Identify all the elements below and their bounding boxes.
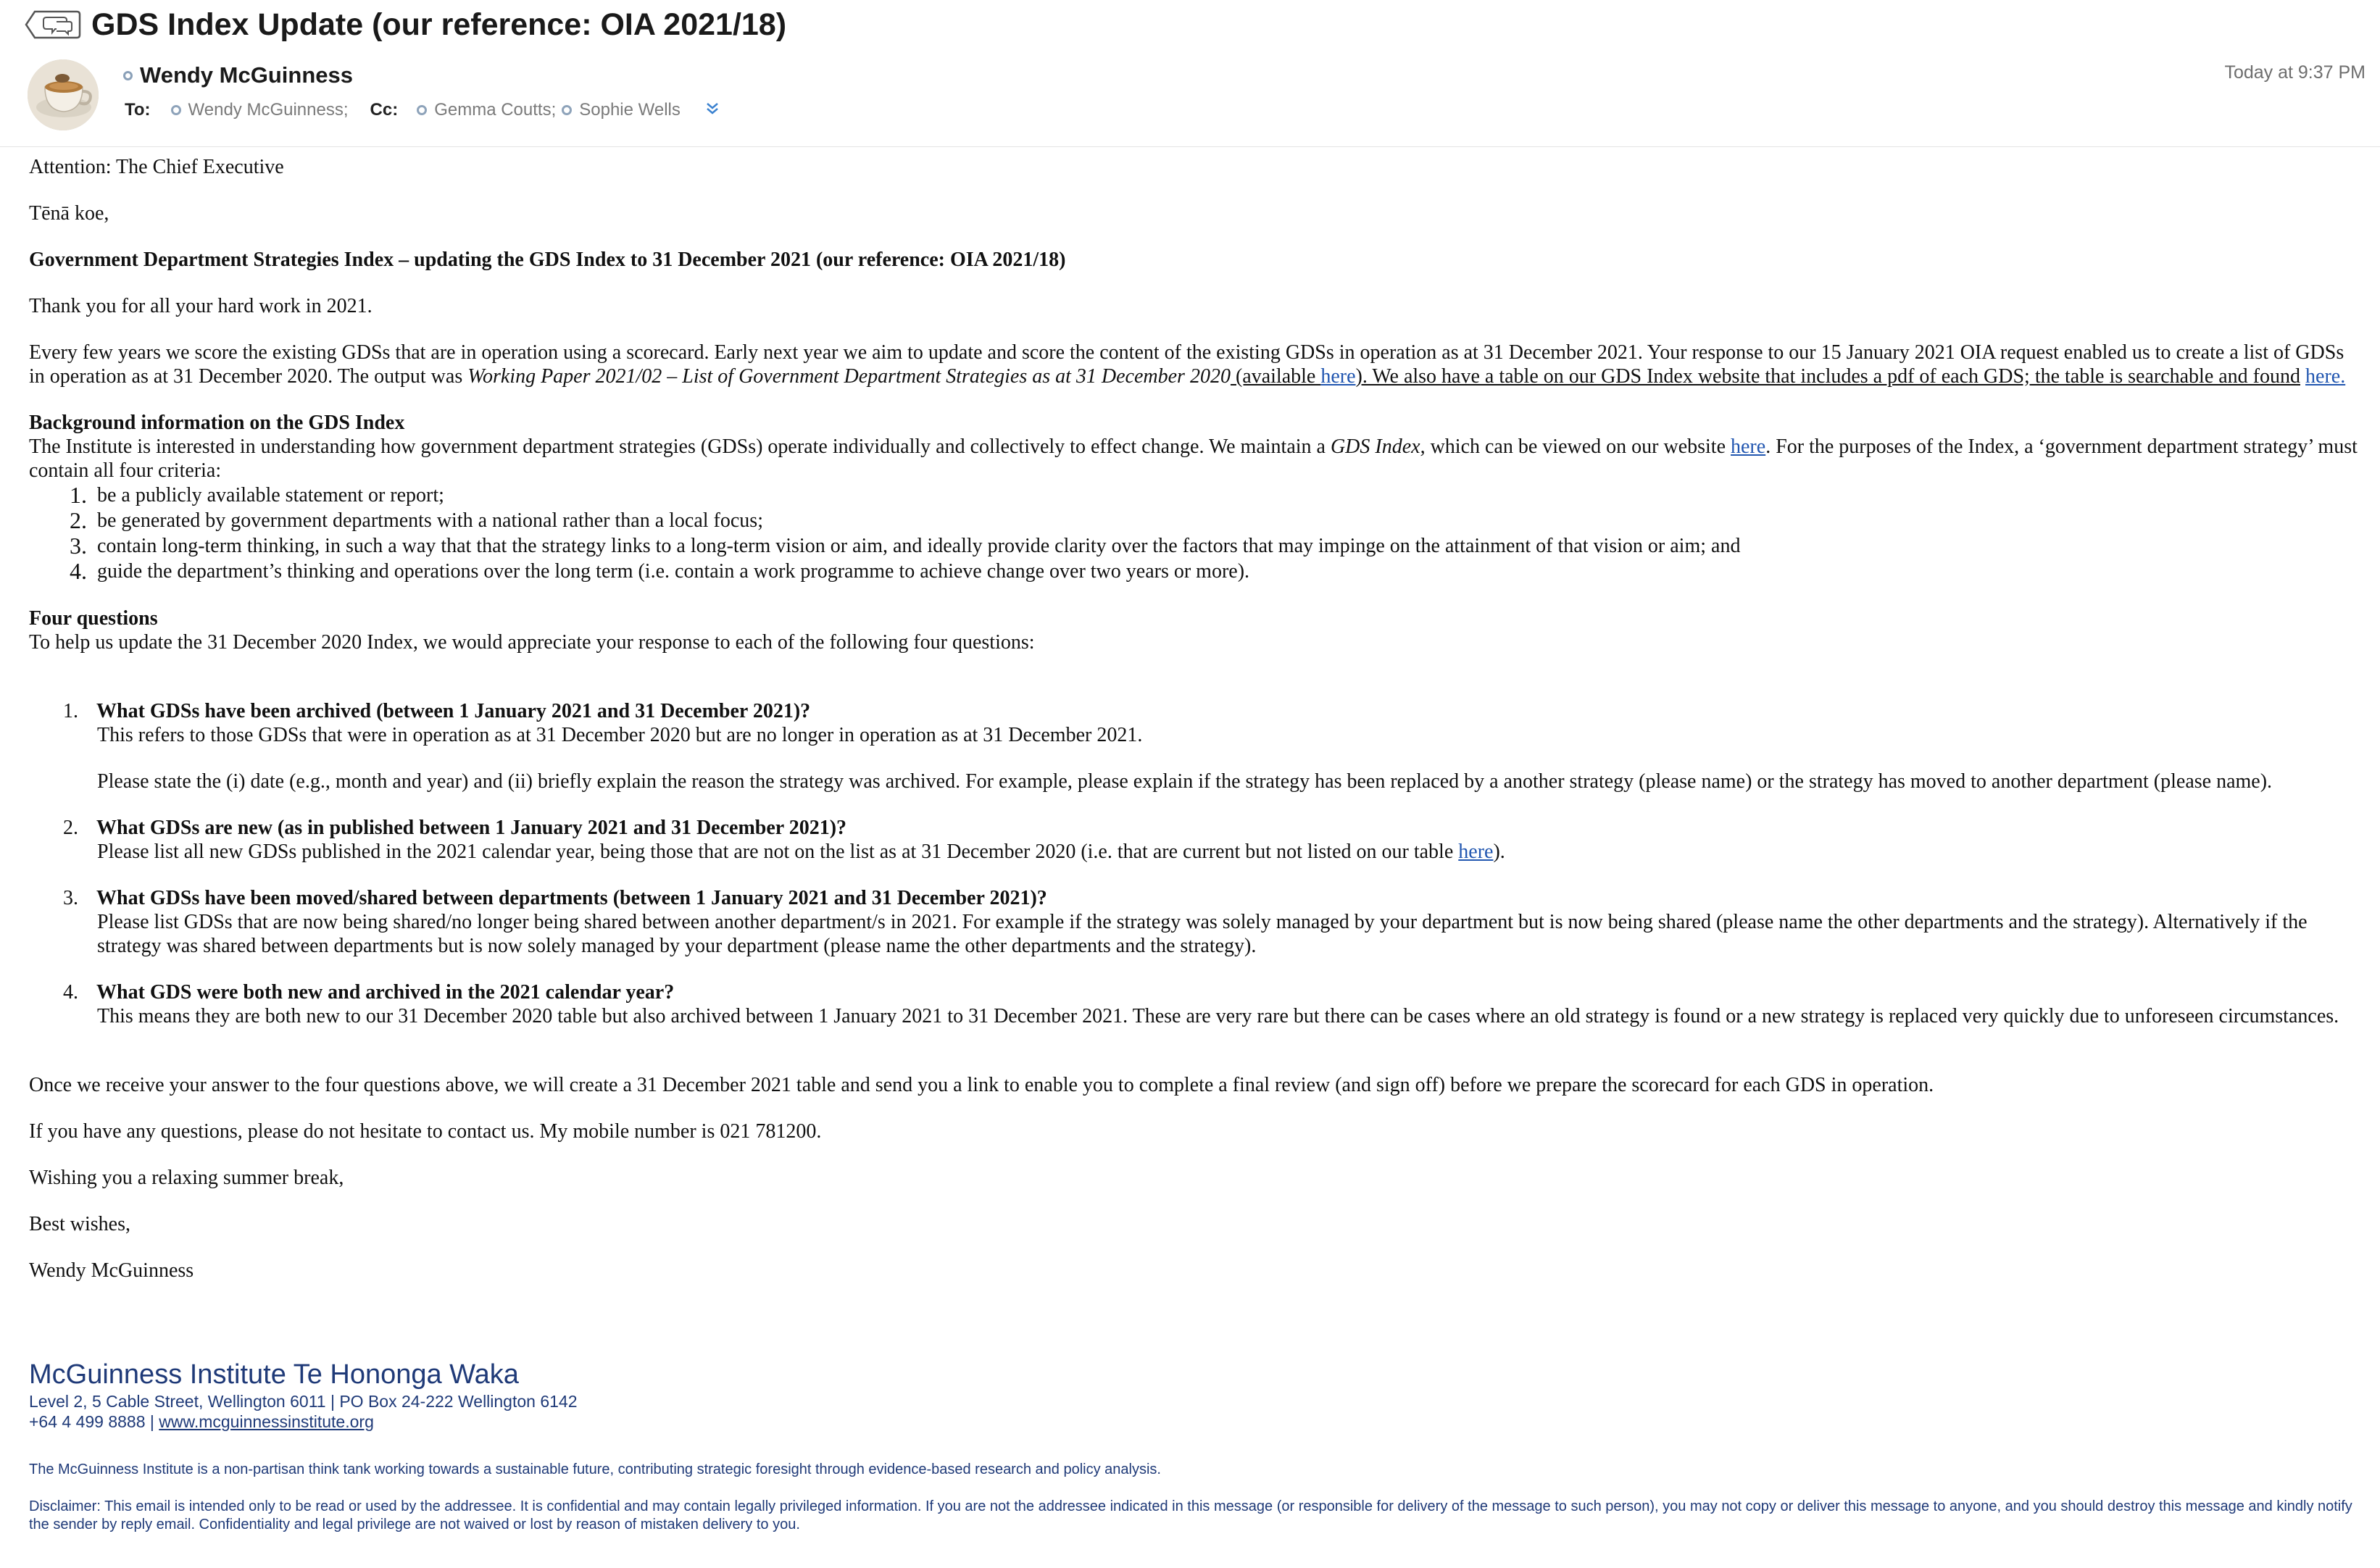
recipients-row xyxy=(125,100,720,120)
website-link[interactable]: www.mcguinnessinstitute.org xyxy=(159,1412,374,1431)
thanks-line: Thank you for all your hard work in 2021. xyxy=(29,295,373,317)
gds-table-link[interactable]: here xyxy=(1458,841,1494,863)
recipient-cc[interactable] xyxy=(417,100,556,120)
recipient-name: Gemma Coutts; xyxy=(434,100,557,120)
sender-name[interactable]: Wendy McGuinness xyxy=(140,62,353,88)
presence-icon xyxy=(171,105,181,115)
criteria-list xyxy=(29,483,2363,584)
org-address: Level 2, 5 Cable Street, Wellington 6011 | PO Box 24-222 Wellington 6142 xyxy=(29,1392,578,1411)
question-1: 1. What GDSs have been archived (between 1 January 2021 and 31 December 2021)? This refers to those GDSs that were in operation as at 31 December 2020 but are no longer in operation as at 31 December 2021. Please state the (i) date (e.g., month and year) and (ii) briefly explain the reason the strategy was archived. For example, please explain if the strategy has been replaced by a another strategy (please name) or the strategy has moved to another department (please name). xyxy=(63,700,2273,793)
email-subject: GDS Index Update (our reference: OIA 2021/18) xyxy=(91,7,787,42)
timestamp: Today at 9:37 PM xyxy=(2224,62,2366,83)
recipient-name: Sophie Wells xyxy=(579,100,681,120)
email-body xyxy=(29,155,2363,1283)
sign-off: Best wishes, xyxy=(29,1213,130,1235)
question-4: 4. What GDS were both new and archived in the 2021 calendar year? This means they are both new to our 31 December 2020 table but also archived between 1 January 2021 to 31 December 2021. These are very rare but there can be cases where an old strategy is found or a new strategy is replaced very quickly due to unforeseen circumstances. xyxy=(63,981,2339,1027)
background-paragraph: The Institute is interested in understanding how government department strategies (GDSs) operate individually and collectively to effect change. We maintain a GDS Index, which can be viewed on our website here. For the purposes of the Index, a ‘government department strategy’ must contain all four criteria: xyxy=(29,435,2358,482)
question-3: 3. What GDSs have been moved/shared between departments (between 1 January 2021 and 31 December 2021)? Please list GDSs that are now being shared/no longer being shared between another department/s in 2021. For example if the strategy was solely managed by your department but is now being shared (please name the other departments and the strategy). Alternatively if the strategy was shared between departments but is now solely managed by your department (please name the other departments and the strategy). xyxy=(63,887,2308,957)
presence-icon xyxy=(562,105,572,115)
cc-label: Cc: xyxy=(370,100,399,120)
wishes-line: Wishing you a relaxing summer break, xyxy=(29,1167,344,1189)
attention-line: Attention: The Chief Executive xyxy=(29,156,284,178)
signer-name: Wendy McGuinness xyxy=(29,1259,194,1282)
teacup-avatar xyxy=(28,59,99,130)
presence-icon xyxy=(123,71,133,80)
gds-table-link[interactable]: here. xyxy=(2305,365,2346,388)
to-label: To: xyxy=(125,100,151,120)
intro-paragraph: Every few years we score the existing GDSs that are in operation using a scorecard. Early next year we aim to update and score the content of the existing GDSs in operation as at 31 December 2021. Your response to our 15 January 2021 OIA request enabled us to create a list of GDSs in operation as at 31 December 2020. The output was Working Paper 2021/02 – List of Government Department Strategies as at 31 December 2020 (available here). We also have a table on our GDS Index website that includes a pdf of each GDS; the table is searchable and found here. xyxy=(29,341,2346,388)
question-2: 2. What GDSs are new (as in published between 1 January 2021 and 31 December 2021)? Please list all new GDSs published in the 2021 calendar year, being those that are not on the list as at 31 December 2020 (i.e. that are current but not listed on our table here). xyxy=(63,817,1505,863)
closing-paragraph: Once we receive your answer to the four questions above, we will create a 31 December 2021 table and send you a link to enable you to complete a final review (and sign off) before we prepare the scorecard for each GDS in operation. xyxy=(29,1074,1934,1096)
recipient-to[interactable] xyxy=(171,100,349,120)
sender-row xyxy=(123,62,353,88)
four-questions-intro: To help us update the 31 December 2020 Index, we would appreciate your response to each of the following four questions: xyxy=(29,631,1035,654)
disclaimer: Disclaimer: This email is intended only to be read or used by the addressee. It is confidential and may contain legally privileged information. If you are not the addressee indicated in this message (or responsible for delivery of the message to such person), you may not copy or deliver this message to anyone, and you should destroy this message and kindly notify the sender by reply email. Confidentiality and legal privilege are not waived or lost by reason of mistaken delivery to you. xyxy=(29,1498,2352,1532)
contact-paragraph: If you have any questions, please do not hesitate to contact us. My mobile number is 021 781200. xyxy=(29,1120,822,1143)
presence-icon xyxy=(417,105,427,115)
list-item: 3. contain long-term thinking, in such a way that that the strategy links to a long-term vision or aim, and ideally provide clarity over the factors that may impinge on the attainment of that vision or aim; and xyxy=(70,533,1741,559)
conversation-icon[interactable] xyxy=(25,7,81,42)
recipient-cc[interactable] xyxy=(562,100,681,120)
greeting: Tēnā koe, xyxy=(29,202,109,225)
signature-block xyxy=(29,1358,2363,1534)
working-paper-title: Working Paper 2021/02 – List of Government Department Strategies as at 31 December 2020 xyxy=(467,365,1231,388)
four-questions-heading: Four questions xyxy=(29,607,158,630)
subject-row xyxy=(25,4,786,45)
list-item: 4. guide the department’s thinking and operations over the long term (i.e. contain a work programme to achieve change over two years or more). xyxy=(70,558,1250,584)
recipient-name: Wendy McGuinness; xyxy=(188,100,349,120)
org-about: The McGuinness Institute is a non-partisan think tank working towards a sustainable future, contributing strategic foresight through evidence-based research and policy analysis. xyxy=(29,1461,1161,1477)
working-paper-link[interactable]: here xyxy=(1320,365,1356,388)
header-divider xyxy=(0,146,2380,147)
org-contact: +64 4 499 8888 | www.mcguinnessinstitute.org xyxy=(29,1412,374,1431)
double-chevron-down-icon[interactable] xyxy=(705,102,720,118)
list-item: 1. be a publicly available statement or report; xyxy=(70,482,444,508)
body-heading: Government Department Strategies Index – updating the GDS Index to 31 December 2021 (our reference: OIA 2021/18) xyxy=(29,249,1066,271)
background-heading: Background information on the GDS Index xyxy=(29,412,405,434)
gds-index-link[interactable]: here xyxy=(1731,435,1766,458)
org-name: McGuinness Institute Te Hononga Waka xyxy=(29,1359,519,1390)
list-item: 2. be generated by government departments with a national rather than a local focus; xyxy=(70,507,763,533)
